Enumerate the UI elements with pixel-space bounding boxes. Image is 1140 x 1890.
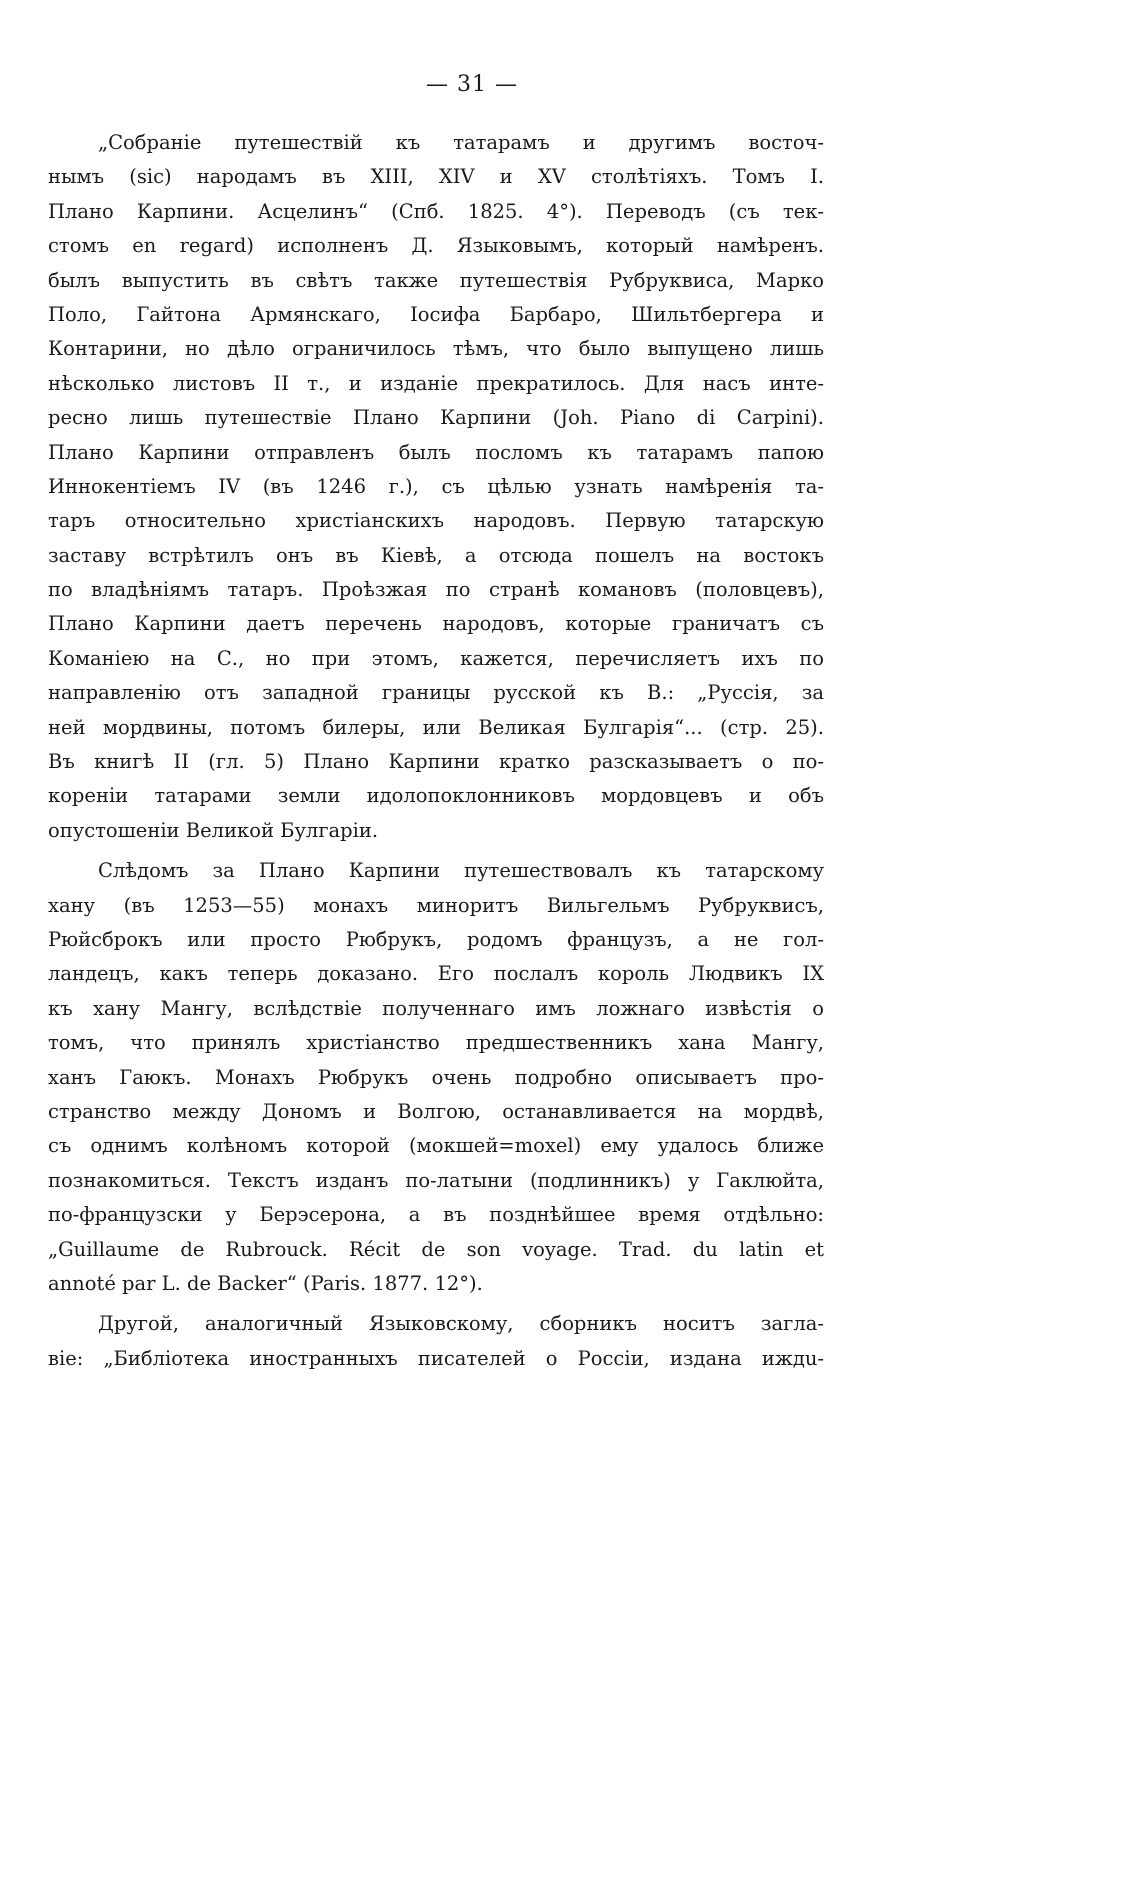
- text-line: хану (въ 1253—55) монахъ миноритъ Вильгельмъ Рубруквисъ,: [48, 893, 824, 917]
- text-line: ресно лишь путешествіе Плано Карпини (Joh. Piano di Carpini).: [48, 406, 824, 430]
- text-line: Поло, Гайтона Армянскаго, Іосифа Барбаро, Шильтбергера и: [48, 302, 824, 326]
- text-line: ханъ Гаюкъ. Монахъ Рюбрукъ очень подробно описываетъ про-: [48, 1065, 824, 1089]
- text-line: по владѣніямъ татаръ. Проѣзжая по странѣ комановъ (половцевъ),: [48, 578, 824, 602]
- text-line: Въ книгѣ II (гл. 5) Плано Карпини кратко разсказываетъ о по-: [48, 750, 824, 774]
- text-line: направленію отъ западной границы русской къ В.: „Руссія, за: [48, 681, 824, 705]
- text-line: „Собраніе путешествій къ татарамъ и другимъ восточ-: [98, 131, 824, 154]
- text-line: ландецъ, какъ теперь доказано. Его послалъ король Людвикъ IX: [48, 962, 824, 986]
- paragraph-1: [48, 126, 824, 848]
- body-text: [48, 126, 824, 1376]
- text-line: Иннокентіемъ IV (въ 1246 г.), съ цѣлью узнать намѣренія та-: [48, 474, 824, 498]
- paragraph-2: [48, 854, 824, 1301]
- text-line: былъ выпустить въ свѣтъ также путешествія Рубруквиса, Марко: [48, 268, 824, 292]
- text-line: странство между Дономъ и Волгою, останавливается на мордвѣ,: [48, 1099, 824, 1123]
- text-line: познакомиться. Текстъ изданъ по-латыни (подлинникъ) у Гаклюйта,: [48, 1168, 824, 1192]
- text-line: Команіею на С., но при этомъ, кажется, перечисляетъ ихъ по: [48, 646, 824, 670]
- text-line: кореніи татарами земли идолопоклонниковъ мордовцевъ и объ: [48, 784, 824, 808]
- text-line: Слѣдомъ за Плано Карпини путешествовалъ къ татарскому: [98, 859, 824, 883]
- text-line: нымъ (sic) народамъ въ XIII, XIV и XV столѣтіяхъ. Томъ I.: [48, 165, 824, 189]
- text-line: нѣсколько листовъ II т., и изданіе прекратилось. Для насъ инте-: [48, 371, 824, 395]
- text-line: annoté par L. de Backer“ (Paris. 1877. 12°).: [48, 1271, 483, 1295]
- text-line: Рюйсброкъ или просто Рюбрукъ, родомъ французъ, а не гол-: [48, 927, 824, 951]
- text-line: стомъ en regard) исполненъ Д. Языковымъ, который намѣренъ.: [48, 234, 824, 258]
- text-line: томъ, что принялъ христіанство предшественникъ хана Мангу,: [48, 1031, 824, 1055]
- text-line: віе: „Библіотека иностранныхъ писателей о Россіи, издана иждu-: [48, 1346, 824, 1370]
- paragraph-3: [48, 1307, 824, 1376]
- text-line: Плано Карпини отправленъ былъ посломъ къ татарамъ папою: [48, 440, 824, 464]
- text-line: таръ относительно христіанскихъ народовъ. Первую татарскую: [48, 509, 824, 533]
- text-line: Другой, аналогичный Языковскому, сборникъ носитъ загла-: [98, 1312, 824, 1336]
- text-line: Плано Карпини даетъ перечень народовъ, которые граничатъ съ: [48, 612, 824, 636]
- text-line: ней мордвины, потомъ билеры, или Великая Булгарія“... (стр. 25).: [48, 715, 824, 739]
- page-number: — 31 —: [426, 72, 518, 97]
- text-line: Плано Карпини. Асцелинъ“ (Спб. 1825. 4°). Переводъ (съ тек-: [48, 199, 824, 223]
- text-line: Контарини, но дѣло ограничилось тѣмъ, что было выпущено лишь: [48, 337, 824, 361]
- text-line: къ хану Мангу, вслѣдствіе полученнаго имъ ложнаго извѣстія о: [48, 996, 824, 1020]
- text-line: опустошеніи Великой Булгаріи.: [48, 818, 379, 842]
- text-line: съ однимъ колѣномъ которой (мокшей=moxel) ему удалось ближе: [48, 1134, 824, 1158]
- text-line: „Guillaume de Rubrouck. Récit de son voyage. Trad. du latin et: [48, 1237, 824, 1261]
- text-line: заставу встрѣтилъ онъ въ Кіевѣ, а отсюда пошелъ на востокъ: [48, 543, 824, 567]
- text-line: по-французски у Берэсерона, а въ позднѣйшее время отдѣльно:: [48, 1203, 824, 1227]
